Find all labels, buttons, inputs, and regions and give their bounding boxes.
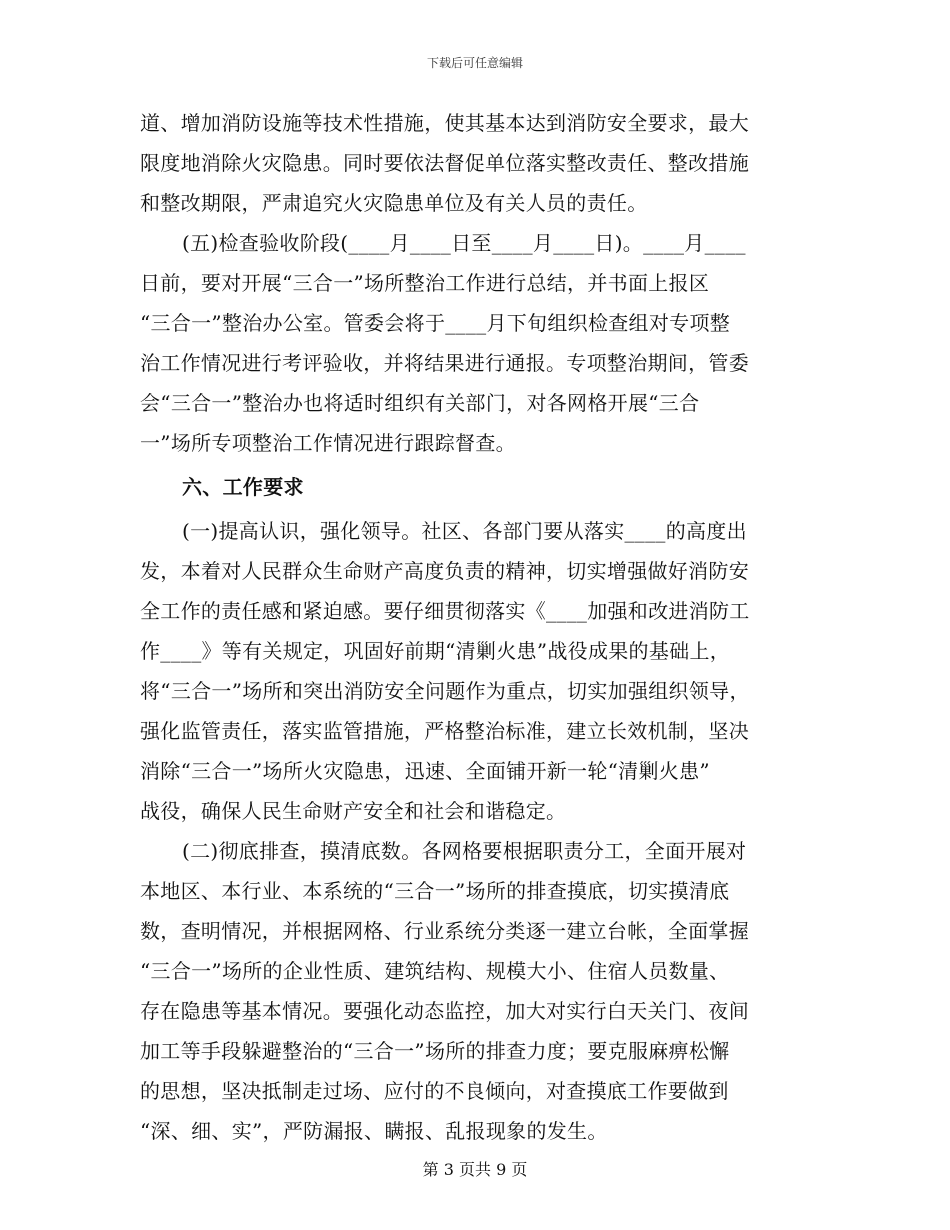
text-line: “深、细、实”，严防漏报、瞒报、乱报现象的发生。 xyxy=(140,1119,608,1143)
page-header: 下载后可任意编辑 xyxy=(426,56,523,70)
text-line: 治工作情况进行考评验收，并将结果进行通报。专项整治期间，管委 xyxy=(140,351,749,375)
text-line: 限度地消除火灾隐患。同时要依法督促单位落实整改责任、整改措施 xyxy=(140,151,749,175)
text-line: 存在隐患等基本情况。要强化动态监控，加大对实行白天关门、夜间 xyxy=(140,999,749,1023)
section-heading: 六、工作要求 xyxy=(182,475,304,499)
text-line: (一)提高认识，强化领导。社区、各部门要从落实____的高度出 xyxy=(182,519,747,543)
text-line: 一”场所专项整治工作情况进行跟踪督查。 xyxy=(140,431,516,455)
text-line: 强化监管责任，落实监管措施，严格整治标准，建立长效机制，坚决 xyxy=(140,719,749,743)
text-line: 战役，确保人民生命财产安全和社会和谐稳定。 xyxy=(140,799,567,823)
text-line: 道、增加消防设施等技术性措施，使其基本达到消防安全要求，最大 xyxy=(140,111,749,135)
text-line: 消除“三合一”场所火灾隐患，迅速、全面铺开新一轮“清剿火患” xyxy=(140,759,710,783)
text-line: 作____》等有关规定，巩固好前期“清剿火患”战役成果的基础上， xyxy=(140,639,731,663)
text-line: (二)彻底排查，摸清底数。各网格要根据职责分工，全面开展对 xyxy=(182,839,747,863)
text-line: 发，本着对人民群众生命财产高度负责的精神，切实增强做好消防安 xyxy=(140,559,749,583)
text-line: 本地区、本行业、本系统的“三合一”场所的排查摸底，切实摸清底 xyxy=(140,879,730,903)
text-line: 会“三合一”整治办也将适时组织有关部门，对各网格开展“三合 xyxy=(140,391,700,415)
page-footer: 第 3 页共 9 页 xyxy=(422,1160,528,1179)
text-line: (五)检查验收阶段(____月____日至____月____日)。____月____ xyxy=(182,231,746,255)
text-line: 加工等手段躲避整治的“三合一”场所的排查力度；要克服麻痹松懈 xyxy=(140,1039,730,1063)
text-line: 的思想，坚决抵制走过场、应付的不良倾向，对查摸底工作要做到 xyxy=(140,1079,729,1103)
text-line: “三合一”整治办公室。管委会将于____月下旬组织检查组对专项整 xyxy=(140,311,731,335)
text-line: “三合一”场所的企业性质、建筑结构、规模大小、住宿人员数量、 xyxy=(140,959,730,983)
text-line: 全工作的责任感和紧迫感。要仔细贯彻落实《____加强和改进消防工 xyxy=(140,599,750,623)
text-line: 数，查明情况，并根据网格、行业系统分类逐一建立台帐，全面掌握 xyxy=(140,919,749,943)
text-line: 将“三合一”场所和突出消防安全问题作为重点，切实加强组织领导， xyxy=(140,679,750,703)
text-line: 和整改期限，严肃追究火灾隐患单位及有关人员的责任。 xyxy=(140,191,648,215)
document-body xyxy=(140,103,800,1151)
text-line: 日前，要对开展“三合一”场所整治工作进行总结，并书面上报区 xyxy=(140,271,710,295)
